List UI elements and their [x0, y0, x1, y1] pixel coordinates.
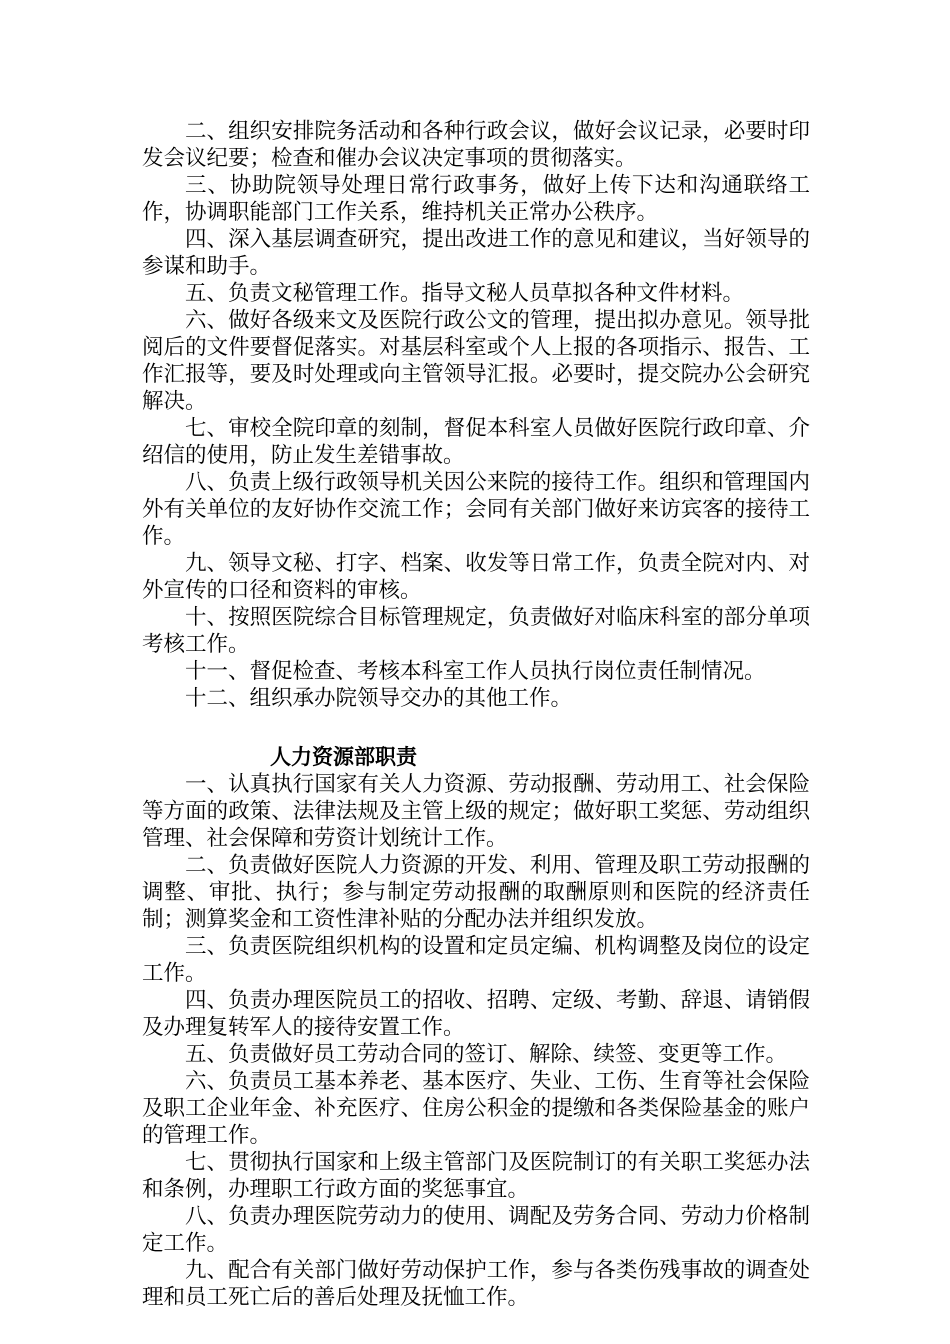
duty-paragraph: 五、负责做好员工劳动合同的签订、解除、续签、变更等工作。 — [185, 1042, 788, 1067]
hr-duties-section — [142, 744, 810, 1311]
duty-paragraph: 十二、组织承办院领导交办的其他工作。 — [185, 686, 573, 711]
duty-paragraph: 二、负责做好医院人力资源的开发、利用、管理及职工劳动报酬的调整、审批、执行；参与制定劳动报酬的取酬原则和医院的经济责任制；测算奖金和工资性津补贴的分配办法并组织发放。 — [142, 853, 810, 932]
duty-paragraph: 八、负责办理医院劳动力的使用、调配及劳务合同、劳动力价格制定工作。 — [142, 1204, 810, 1256]
duty-paragraph: 六、做好各级来文及医院行政公文的管理，提出拟办意见。领导批阅后的文件要督促落实。对基层科室或个人上报的各项指示、报告、工作汇报等，要及时处理或向主管领导汇报。必要时，提交院办公会研究解决。 — [142, 308, 810, 414]
duty-paragraph: 十一、督促检查、考核本科室工作人员执行岗位责任制情况。 — [185, 659, 766, 684]
duty-paragraph: 八、负责上级行政领导机关因公来院的接待工作。组织和管理国内外有关单位的友好协作交流工作；会同有关部门做好来访宾客的接待工作。 — [142, 470, 810, 549]
duty-paragraph: 四、负责办理医院员工的招收、招聘、定级、考勤、辞退、请销假及办理复转军人的接待安置工作。 — [142, 988, 810, 1040]
duty-paragraph: 三、负责医院组织机构的设置和定员定编、机构调整及岗位的设定工作。 — [142, 934, 810, 986]
document-page — [142, 118, 810, 1311]
duty-paragraph: 七、审校全院印章的刻制，督促本科室人员做好医院行政印章、介绍信的使用，防止发生差错事故。 — [142, 416, 810, 468]
duty-paragraph: 一、认真执行国家有关人力资源、劳动报酬、劳动用工、社会保险等方面的政策、法律法规及主管上级的规定；做好职工奖惩、劳动组织管理、社会保障和劳资计划统计工作。 — [142, 772, 810, 851]
duty-paragraph: 三、协助院领导处理日常行政事务，做好上传下达和沟通联络工作，协调职能部门工作关系，维持机关正常办公秩序。 — [142, 173, 810, 225]
duty-paragraph: 九、配合有关部门做好劳动保护工作，参与各类伤残事故的调查处理和员工死亡后的善后处理及抚恤工作。 — [142, 1258, 810, 1310]
duty-paragraph: 十、按照医院综合目标管理规定，负责做好对临床科室的部分单项考核工作。 — [142, 605, 810, 657]
section-title: 人力资源部职责 — [270, 745, 417, 769]
duty-paragraph: 四、深入基层调查研究，提出改进工作的意见和建议，当好领导的参谋和助手。 — [142, 227, 810, 279]
duty-paragraph: 九、领导文秘、打字、档案、收发等日常工作，负责全院对内、对外宣传的口径和资料的审核。 — [142, 551, 810, 603]
duty-paragraph: 七、贯彻执行国家和上级主管部门及医院制订的有关职工奖惩办法和条例，办理职工行政方面的奖惩事宜。 — [142, 1150, 810, 1202]
duty-paragraph: 二、组织安排院务活动和各种行政会议，做好会议记录，必要时印发会议纪要；检查和催办会议决定事项的贯彻落实。 — [142, 119, 810, 171]
office-duties-section — [142, 118, 810, 712]
duty-paragraph: 五、负责文秘管理工作。指导文秘人员草拟各种文件材料。 — [185, 281, 745, 306]
duty-paragraph: 六、负责员工基本养老、基本医疗、失业、工伤、生育等社会保险及职工企业年金、补充医疗、住房公积金的提缴和各类保险基金的账户的管理工作。 — [142, 1069, 810, 1148]
